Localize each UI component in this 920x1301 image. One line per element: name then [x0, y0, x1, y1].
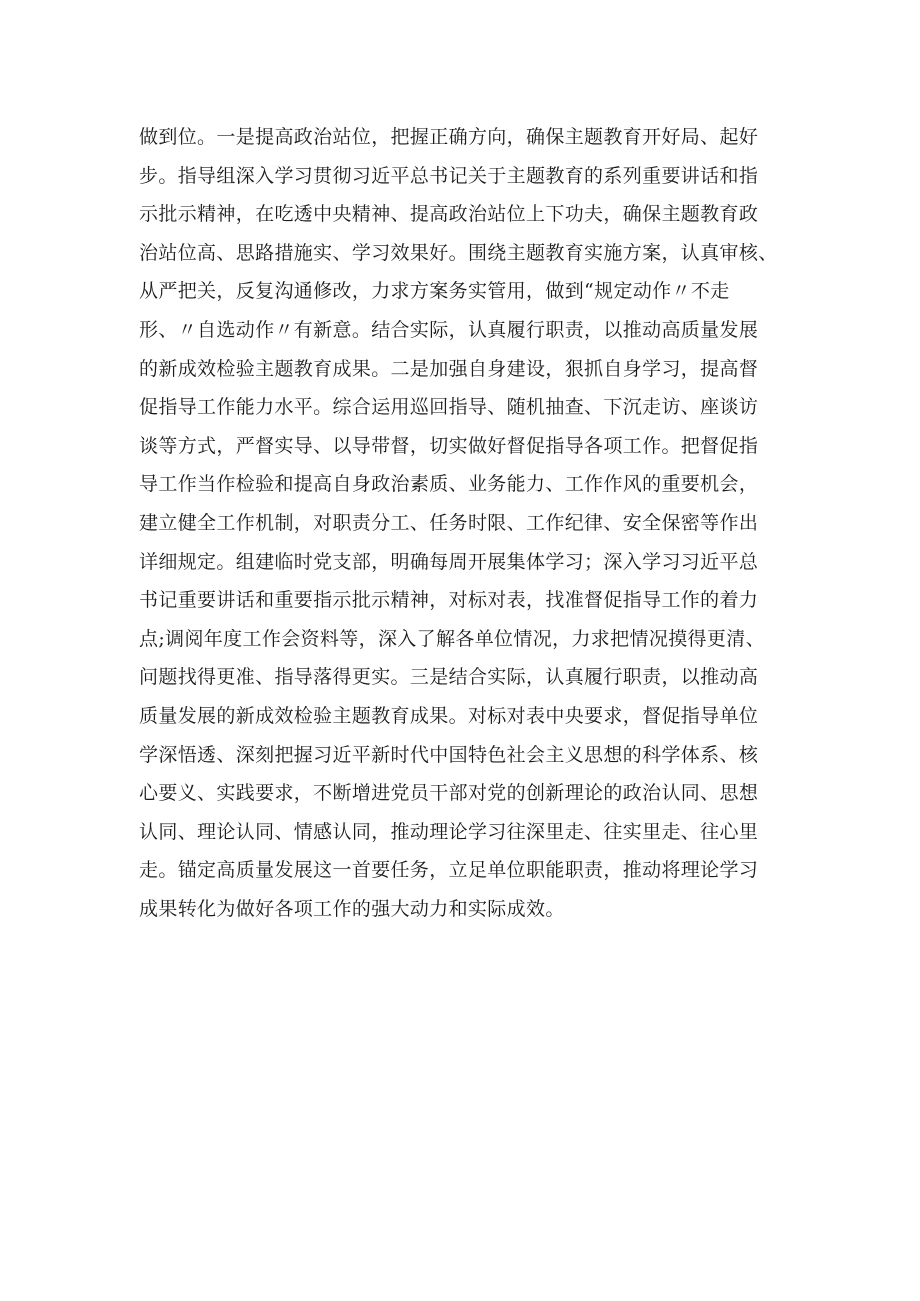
text-line: 走。锚定高质量发展这一首要任务，立足单位职能职责，推动将理论学习 — [139, 859, 759, 882]
body-paragraph — [139, 118, 799, 928]
text-line: 谈等方式，严督实导、以导带督，切实做好督促指导各项工作。把督促指 — [139, 434, 759, 457]
text-line: 认同、理论认同、情感认同，推动理论学习往深里走、往实里走、往心里 — [139, 820, 759, 843]
text-line: 成果转化为做好各项工作的强大动力和实际成效。 — [139, 897, 565, 920]
text-line: 形、〃自选动作〃有新意。结合实际，认真履行职责，以推动高质量发展 — [139, 318, 759, 341]
text-line: 心要义、实践要求，不断增进党员干部对党的创新理论的政治认同、思想 — [139, 782, 759, 805]
text-line: 步。指导组深入学习贯彻习近平总书记关于主题教育的系列重要讲话和指 — [139, 164, 759, 187]
text-line: 学深悟透、深刻把握习近平新时代中国特色社会主义思想的科学体系、核 — [139, 743, 759, 766]
text-line: 点;调阅年度工作会资料等，深入了解各单位情况，力求把情况摸得更清、 — [139, 627, 765, 650]
text-line: 促指导工作能力水平。综合运用巡回指导、随机抽查、下沉走访、座谈访 — [139, 396, 759, 419]
text-line: 问题找得更准、指导落得更实。三是结合实际，认真履行职责，以推动高 — [139, 666, 759, 689]
text-line: 详细规定。组建临时党支部，明确每周开展集体学习；深入学习习近平总 — [139, 550, 759, 573]
text-line: 导工作当作检验和提高自身政治素质、业务能力、工作作风的重要机会， — [139, 473, 759, 496]
text-line: 建立健全工作机制，对职责分工、任务时限、工作纪律、安全保密等作出 — [139, 511, 759, 534]
text-line: 治站位高、思路措施实、学习效果好。围绕主题教育实施方案，认真审核、 — [139, 241, 778, 264]
text-line: 书记重要讲话和重要指示批示精神，对标对表，找准督促指导工作的着力 — [139, 589, 759, 612]
text-line: 的新成效检验主题教育成果。二是加强自身建设，狠抓自身学习，提高督 — [139, 357, 759, 380]
text-line: 质量发展的新成效检验主题教育成果。对标对表中央要求，督促指导单位 — [139, 704, 759, 727]
text-line: 示批示精神，在吃透中央精神、提高政治站位上下功夫，确保主题教育政 — [139, 203, 759, 226]
text-line: 从严把关，反复沟通修改，力求方案务实管用，做到“规定动作〃不走 — [139, 280, 730, 303]
text-line: 做到位。一是提高政治站位，把握正确方向，确保主题教育开好局、起好 — [139, 126, 759, 148]
